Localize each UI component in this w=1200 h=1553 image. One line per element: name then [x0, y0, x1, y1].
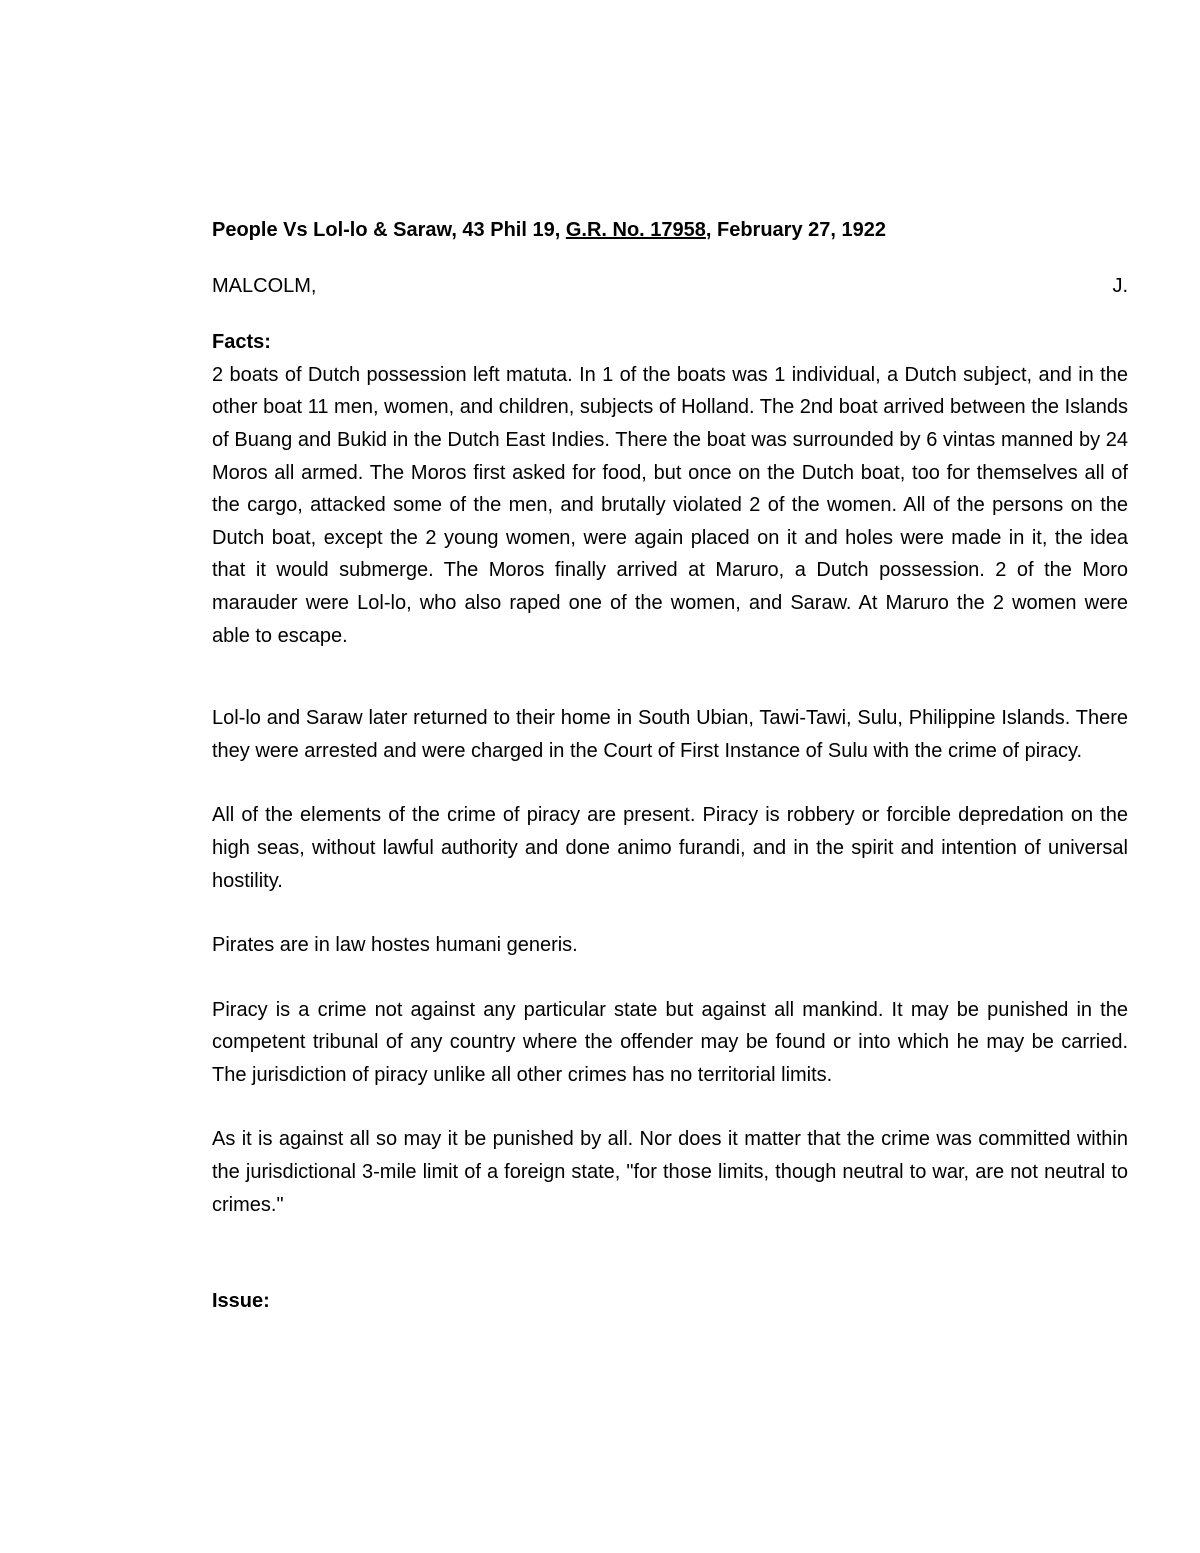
arrest-paragraph: Lol-lo and Saraw later returned to their home in South Ubian, Tawi-Tawi, Sulu, Philippine Islands. There they were arrested and were charged in the Court of First Instance of Sulu with the crime of piracy.: [212, 707, 1128, 762]
judge-name: MALCOLM,: [212, 274, 317, 297]
case-title: [212, 214, 1128, 247]
gr-number-link[interactable]: G.R. No. 17958: [565, 219, 706, 241]
facts-heading: Facts:: [212, 331, 271, 354]
document-page: [212, 214, 1128, 1318]
case-title-prefix: People Vs Lol-lo & Saraw, 43 Phil 19,: [212, 219, 566, 241]
ponente-line: [212, 270, 1128, 303]
facts-paragraph: 2 boats of Dutch possession left matuta. In 1 of the boats was 1 individual, a Dutch subject, and in the other boat 11 men, women, and children, subjects of Holland. The 2nd boat arrived between the Islands of Buang and Bukid in the Dutch East Indies. There the boat was surrounded by 6 vintas manned by 24 Moros all armed. The Moros first asked for food, but once on the Dutch boat, too for themselves all of the cargo, attacked some of the men, and brutally violated 2 of the women. All of the persons on the Dutch boat, except the 2 young women, were again placed on it and holes were made in it, the idea that it would submerge. The Moros finally arrived at Maruro, a Dutch possession. 2 of the Moro marauder were Lol-lo, who also raped one of the women, and Saraw. At Maruro the 2 women were able to escape.: [212, 363, 1128, 647]
jurisdiction-paragraph: Piracy is a crime not against any particular state but against all mankind. It may be punished in the competent tribunal of any country where the offender may be found or into which he may be carried. The jurisdiction of piracy unlike all other crimes has no territorial limits.: [212, 998, 1128, 1086]
limits-paragraph: As it is against all so may it be punished by all. Nor does it matter that the crime was committed within the jurisdictional 3-mile limit of a foreign state, "for those limits, though neutral to war, are not neutral to crimes.": [212, 1128, 1128, 1216]
elements-paragraph: All of the elements of the crime of piracy are present. Piracy is robbery or forcible depredation on the high seas, without lawful authority and done animo furandi, and in the spirit and intention of universal hostility.: [212, 804, 1128, 892]
issue-heading: Issue:: [212, 1290, 270, 1313]
case-title-suffix: , February 27, 1922: [705, 219, 886, 241]
judge-suffix: J.: [1112, 274, 1128, 297]
hostes-paragraph: Pirates are in law hostes humani generis.: [212, 934, 578, 957]
